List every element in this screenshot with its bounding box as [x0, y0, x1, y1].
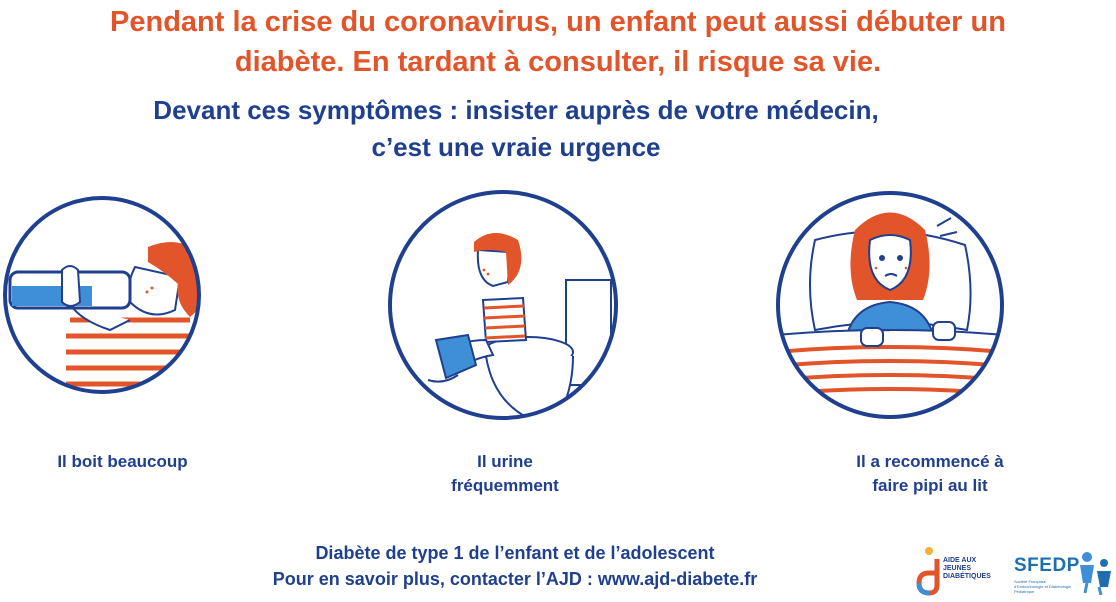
- sfedp-logo: [1014, 545, 1114, 597]
- headline: [0, 2, 1116, 82]
- headline-line-1: Pendant la crise du coronavirus, un enfant peut aussi débuter un: [110, 6, 1006, 38]
- symptom-caption-bed: [820, 450, 1040, 498]
- footer-line-2[interactable]: Pour en savoir plus, contacter l’AJD : www.ajd-diabete.fr: [272, 569, 758, 589]
- subheadline-line-1: Devant ces symptômes : insister auprès de votre médecin,: [153, 95, 879, 125]
- symptom-caption-drinking: [30, 450, 215, 474]
- footer-line-1: Diabète de type 1 de l’enfant et de l’adolescent: [315, 543, 715, 563]
- sfedp-logo-subtitle: Société Française d'Endocrinologie et Diabétologie Pédiatrique: [1014, 579, 1072, 594]
- symptom-panel-toilet: [388, 190, 618, 420]
- ajd-logo-line-1: AIDE AUX: [943, 557, 977, 564]
- caption-line: Il a recommencé à: [856, 452, 1004, 471]
- caption-line: fréquemment: [451, 476, 559, 495]
- headline-line-2: diabète. En tardant à consulter, il risque sa vie.: [234, 46, 882, 78]
- subheadline-line-2: c’est une vraie urgence: [371, 132, 661, 162]
- caption-line: Il boit beaucoup: [57, 452, 188, 471]
- drinking-child-icon: [0, 192, 225, 412]
- ajd-logo: [915, 545, 1000, 597]
- symptom-panel-drinking: [0, 192, 225, 412]
- ajd-mark-icon: [915, 545, 943, 597]
- ajd-logo-line-3: DIABÉTIQUES: [943, 573, 991, 580]
- footer: [0, 540, 1030, 592]
- caption-line: Il urine: [477, 452, 533, 471]
- caption-line: faire pipi au lit: [872, 476, 988, 495]
- child-in-bed-icon: [775, 190, 1005, 420]
- sfedp-logo-name: SFEDP: [1014, 555, 1080, 576]
- symptom-panel-bed: [775, 190, 1005, 420]
- child-on-toilet-icon: [388, 190, 618, 420]
- sfedp-figures-icon: [1077, 549, 1113, 595]
- ajd-logo-line-2: JEUNES: [943, 565, 972, 572]
- subheadline: [0, 92, 1074, 166]
- symptom-caption-toilet: [410, 450, 600, 498]
